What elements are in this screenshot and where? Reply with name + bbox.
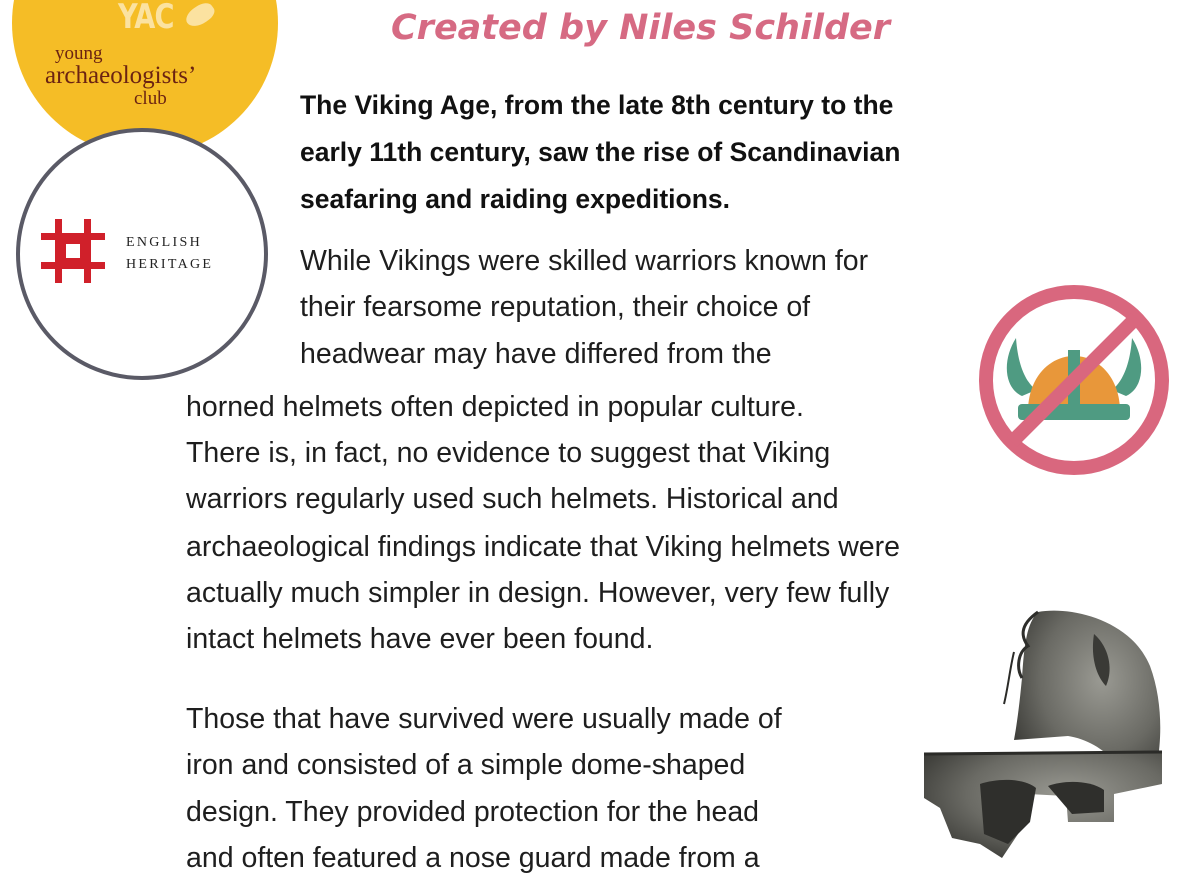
paragraph-line: There is, in fact, no evidence to suggest that Viking <box>186 437 831 469</box>
english-heritage-line1: ENGLISH <box>126 235 202 250</box>
paragraph-line: actually much simpler in design. However, very few fully <box>186 577 890 609</box>
paragraph-line: their fearsome reputation, their choice of <box>300 291 811 323</box>
paragraph-line: design. They provided protection for the head <box>186 796 760 828</box>
paragraph-line: and often featured a nose guard made from a <box>186 842 760 874</box>
paragraph-line: horned helmets often depicted in popular culture. <box>186 391 804 423</box>
english-heritage-line2: HERITAGE <box>126 257 214 272</box>
paragraph-line: headwear may have differed from the <box>300 338 772 370</box>
header-created-by: Created by Niles Schilder <box>391 8 891 48</box>
yac-logo-line3: club <box>134 88 167 109</box>
paragraph-line: While Vikings were skilled warriors known for <box>300 245 869 277</box>
intro-line: early 11th century, saw the rise of Scandinavian <box>300 137 901 167</box>
yac-logo-line1: young <box>55 43 103 64</box>
paragraph-line: Those that have survived were usually made of <box>186 703 782 735</box>
paragraph-line: warriors regularly used such helmets. Historical and <box>186 483 839 515</box>
paragraph-line: iron and consisted of a simple dome-shaped <box>186 749 746 781</box>
intro-line: seafaring and raiding expeditions. <box>300 184 730 214</box>
yac-logo-line2: archaeologists’ <box>45 62 197 89</box>
intro-line: The Viking Age, from the late 8th century to the <box>300 90 894 120</box>
no-horned-helmet-icon <box>976 282 1172 478</box>
yac-badge-text: YAC <box>118 0 174 37</box>
english-heritage-mark-icon <box>41 219 105 283</box>
paragraph-line: archaeological findings indicate that Viking helmets were <box>186 531 900 563</box>
viking-helmet-photo <box>918 608 1190 877</box>
paragraph-line: intact helmets have ever been found. <box>186 623 654 655</box>
